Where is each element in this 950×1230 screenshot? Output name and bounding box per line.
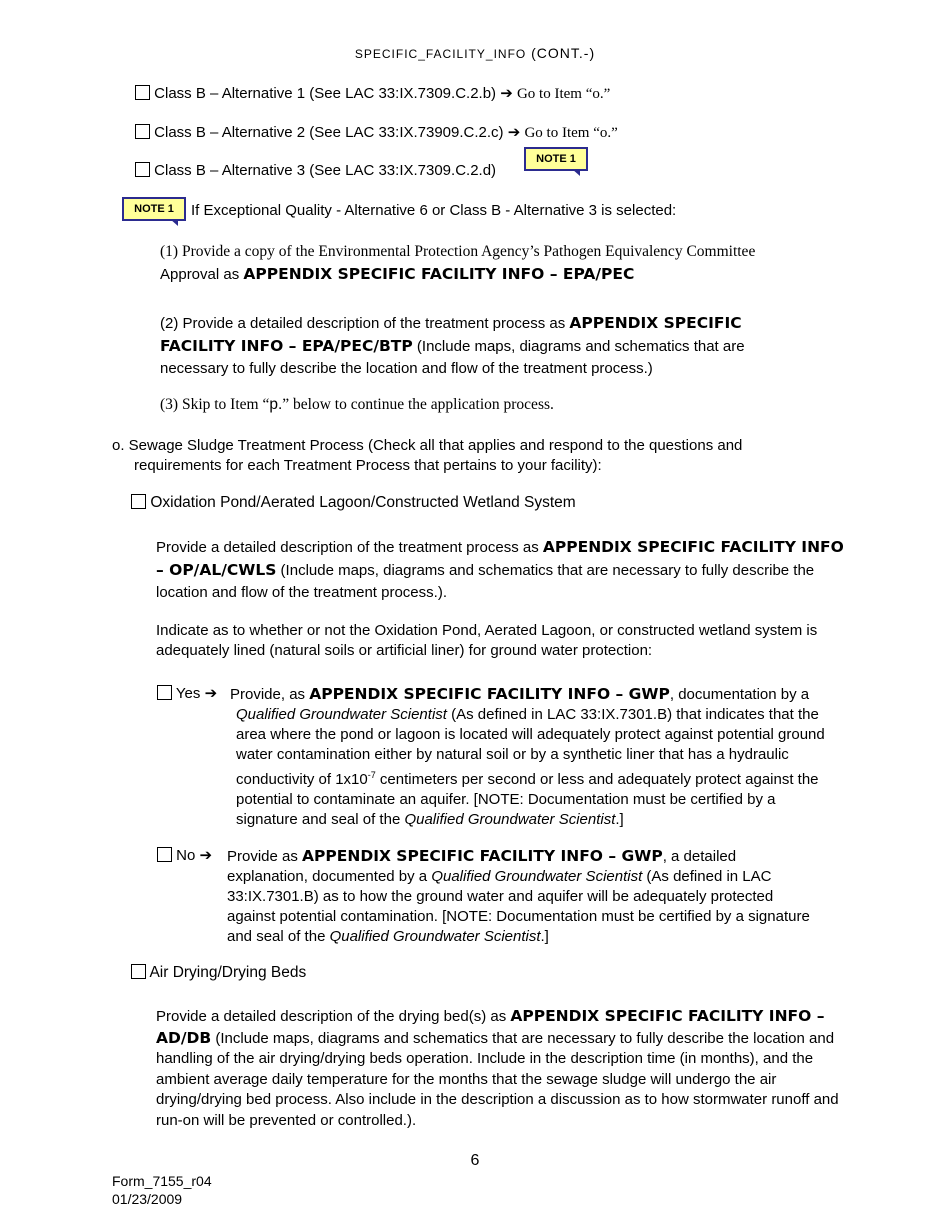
yes-end: .]: [615, 811, 624, 828]
oxidation-desc-post: (Include maps, diagrams and schematics that are necessary to fully describe the location and flow of the treatment process.).: [156, 562, 815, 601]
arrow-right-icon: ➔: [500, 85, 513, 102]
yes-label: Yes: [175, 685, 201, 702]
arrow-right-icon: ➔: [507, 124, 521, 141]
class-b-alt-3-text: Alternative 3 (See LAC 33:IX.7309.C.2.d): [221, 162, 497, 179]
class-b-label: Class B: [154, 162, 206, 179]
qualified-groundwater-scientist: Qualified Groundwater Scientist: [329, 928, 541, 945]
class-b-alt-2[interactable]: [135, 123, 618, 142]
item-3: [160, 396, 554, 414]
page-number: 6: [470, 1152, 480, 1169]
class-b-alt-2-text: Alternative 2 (See LAC 33:IX.73909.C.2.c): [221, 124, 504, 141]
checkbox-class-b-alt-1[interactable]: [135, 85, 150, 100]
no-end: .]: [540, 928, 549, 945]
item-1-approval: Approval as: [160, 266, 244, 283]
appendix-gwp-no: APPENDIX SPECIFIC FACILITY INFO – GWP: [302, 847, 663, 865]
class-b-alt-3[interactable]: [135, 162, 496, 179]
item-2-intro: (2) Provide a detailed description of the treatment process as: [160, 315, 570, 332]
yes-description: [230, 684, 836, 830]
air-drying-pre: Provide a detailed description of the drying bed(s) as: [156, 1008, 511, 1025]
note-1-callout: NOTE 1: [524, 147, 588, 171]
checkbox-class-b-alt-3[interactable]: [135, 162, 150, 177]
qualified-groundwater-scientist: Qualified Groundwater Scientist: [431, 868, 643, 885]
dash: –: [205, 162, 222, 179]
appendix-epa-pec-btp: APPENDIX SPECIFIC FACILITY INFO – EPA/PEC/BTP: [160, 314, 742, 355]
air-drying-label: Air Drying/Drying Beds: [149, 964, 307, 981]
arrow-right-icon: ➔: [199, 847, 213, 864]
item-3-pre: (3) Skip to Item “: [160, 396, 270, 413]
note-1-callout-left: NOTE 1: [122, 197, 186, 221]
class-b-label: Class B: [154, 85, 206, 102]
oxidation-pond-label: Oxidation Pond/Aerated Lagoon/Constructed Wetland System: [150, 494, 576, 511]
header-title: SPECIFIC_FACILITY_INFO: [354, 47, 527, 61]
oxidation-indicate: Indicate as to whether or not the Oxidation Pond, Aerated Lagoon, or constructed wetland system is adequately lined (natural soils or artificial liner) for ground water protection:: [156, 622, 818, 659]
appendix-ad-db: APPENDIX SPECIFIC FACILITY INFO – AD/DB: [156, 1007, 825, 1047]
air-drying-option[interactable]: [131, 964, 306, 982]
arrow-right-icon: ➔: [204, 685, 218, 702]
item-3-post: ” below to continue the application process.: [282, 396, 554, 413]
form-date: 01/23/2009: [112, 1191, 183, 1207]
form-number: Form_7155_r04: [112, 1173, 212, 1189]
oxidation-description: [156, 536, 846, 604]
exponent: -7: [367, 770, 376, 780]
checkbox-no[interactable]: [157, 847, 172, 862]
item-2: [160, 312, 800, 380]
item-2-instructions: (Include maps, diagrams and schematics that are necessary to fully describe the location and flow of the treatment process.): [160, 338, 745, 377]
qualified-groundwater-scientist: Qualified Groundwater Scientist: [236, 706, 447, 723]
checkbox-air-drying[interactable]: [131, 964, 146, 979]
oxidation-pond-option[interactable]: [131, 494, 576, 512]
section-o-heading: [112, 436, 742, 476]
page-header: [0, 45, 950, 61]
item-1-line2: [160, 264, 840, 285]
no-pre: Provide as: [227, 848, 303, 865]
yes-post1: , documentation by a: [669, 686, 810, 703]
class-b-alt-1-text: Alternative 1 (See LAC 33:IX.7309.C.2.b): [221, 85, 497, 102]
air-drying-description: [156, 1006, 846, 1131]
goto-item-o: Go to Item “o.”: [524, 125, 618, 141]
appendix-gwp-yes: APPENDIX SPECIFIC FACILITY INFO – GWP: [309, 685, 670, 703]
section-o-line2: requirements for each Treatment Process that pertains to your facility):: [134, 457, 602, 474]
goto-item-o: Go to Item “o.”: [516, 86, 611, 102]
oxidation-desc-pre: Provide a detailed description of the treatment process as: [156, 539, 543, 556]
yes-pre: Provide, as: [230, 686, 310, 703]
item-1: [160, 242, 840, 285]
footer: [112, 1172, 212, 1208]
class-b-label: Class B: [154, 124, 206, 141]
no-label: No: [176, 847, 196, 864]
no-post2: (As defined in LAC 33:IX.7301.B) as to how the ground water and aquifer will be adequately protected against potential contamination. [NOTE: Documentation must be certified by a signature and seal of the: [227, 868, 810, 945]
dash: –: [205, 85, 222, 102]
class-b-alt-1[interactable]: [135, 84, 610, 103]
yes-post2: (As defined in LAC 33:IX.7301.B) that indicates that the area where the pond or lagoon is located will adequately protect against potential ground water contamination either by natural soil or by a synthetic liner that has a hydraulic conductivity of 1x10: [236, 706, 825, 788]
qualified-groundwater-scientist: Qualified Groundwater Scientist: [404, 811, 616, 828]
checkbox-class-b-alt-2[interactable]: [135, 124, 150, 139]
no-checkbox-row[interactable]: [157, 846, 212, 864]
exceptional-quality-text: If Exceptional Quality - Alternative 6 or Class B - Alternative 3 is selected:: [191, 202, 677, 219]
air-drying-post: (Include maps, diagrams and schematics that are necessary to fully describe the location and handling of the air drying/drying beds operation. Include in the description time (in months), and the ambient average daily temperature for the months that the sewage sludge will undergo the air drying/drying bed process. Also include in the description a discussion as to how stormwater runoff and run-on will be prevented or controlled.).: [156, 1029, 839, 1129]
item-p-ref: p.: [269, 396, 283, 413]
checkbox-oxidation-pond[interactable]: [131, 494, 146, 509]
no-post1: , a detailed explanation, documented by a: [227, 848, 737, 885]
item-1-line1: (1) Provide a copy of the Environmental Protection Agency’s Pathogen Equivalency Committee: [160, 243, 756, 260]
yes-post3: centimeters per second or less and adequately protect against the potential to contaminate an aquifer. [NOTE: Documentation must be certified by a signature and seal of the: [236, 771, 819, 828]
appendix-op-al-cwls: APPENDIX SPECIFIC FACILITY INFO – OP/AL/CWLS: [156, 538, 844, 579]
appendix-epa-pec: APPENDIX SPECIFIC FACILITY INFO – EPA/PEC: [243, 265, 635, 283]
header-suffix: (CONT.-): [531, 45, 596, 61]
yes-checkbox-row[interactable]: [157, 684, 217, 702]
checkbox-yes[interactable]: [157, 685, 172, 700]
section-o-line1: o. Sewage Sludge Treatment Process (Check all that applies and respond to the questions and: [112, 437, 743, 454]
dash: –: [205, 124, 222, 141]
no-description: [227, 846, 817, 947]
